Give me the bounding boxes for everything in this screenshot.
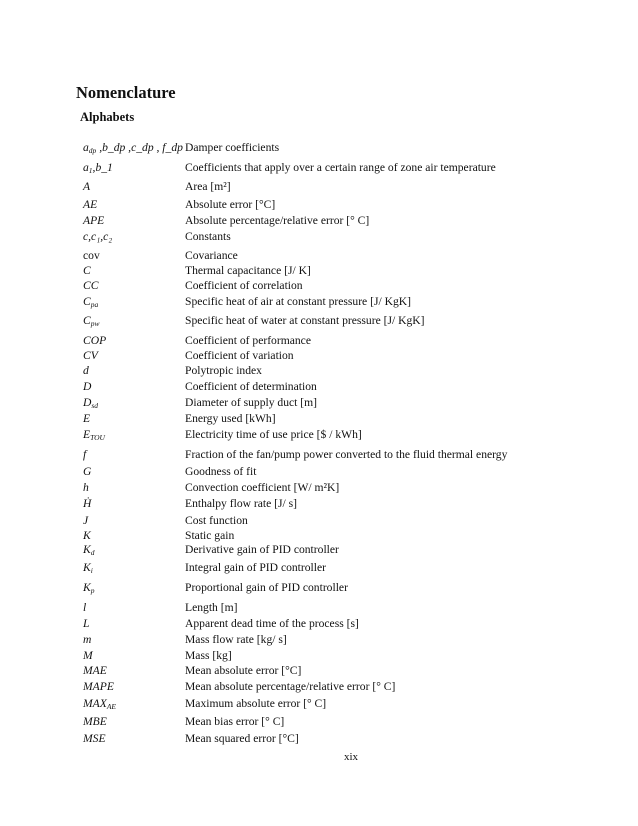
symbol-extra: ,b_1 [92, 161, 113, 174]
definition: Coefficients that apply over a certain range of zone air temperature [185, 161, 496, 174]
symbol-main: E [83, 412, 91, 425]
symbol-main: K [83, 529, 91, 542]
symbol [83, 349, 98, 362]
symbol [83, 715, 107, 728]
symbol-main: h [83, 481, 89, 494]
definition: Maximum absolute error [° C] [185, 697, 327, 710]
symbol [83, 314, 100, 328]
symbol-subscript: TOU [90, 433, 105, 442]
symbol [83, 664, 107, 677]
definition: Fraction of the fan/pump power converted to the fluid thermal energy [185, 448, 508, 461]
symbol-main: APE [83, 214, 105, 227]
symbol-main: G [83, 465, 92, 478]
symbol-main: cov [83, 249, 100, 262]
symbol-main: CV [83, 349, 98, 362]
definition: Derivative gain of PID controller [185, 543, 339, 556]
symbol-extra: ,b_dp ,c_dp , f_dp [96, 141, 183, 154]
symbol-main: f [83, 448, 87, 461]
definition: Absolute percentage/relative error [° C] [185, 214, 370, 227]
symbol-subscript: pw [90, 319, 100, 328]
definition: Mass [kg] [185, 649, 232, 662]
symbol [83, 732, 106, 745]
definition: Coefficient of correlation [185, 279, 303, 292]
definition: Apparent dead time of the process [s] [185, 617, 359, 630]
symbol-subscript: 1 [88, 166, 93, 175]
definition: Mean absolute error [°C] [185, 664, 302, 677]
definition: Energy used [kWh] [185, 412, 276, 425]
definition: Enthalpy flow rate [J/ s] [185, 497, 298, 510]
definition: Static gain [185, 529, 235, 542]
definition: Covariance [185, 249, 238, 262]
symbol [83, 161, 113, 175]
symbol [83, 396, 98, 410]
definition: Mean squared error [°C] [185, 732, 299, 745]
symbol-main: MAE [83, 664, 107, 677]
symbol [83, 497, 91, 510]
definition: Integral gain of PID controller [185, 561, 327, 574]
symbol [83, 180, 90, 193]
symbol-main: a [83, 161, 89, 174]
symbol [83, 264, 91, 277]
symbol [83, 617, 89, 630]
symbol-main: c,c₁,c₂ [83, 230, 113, 243]
definition: Electricity time of use price [$ / kWh] [185, 428, 362, 441]
symbol [83, 214, 104, 227]
symbol [83, 428, 105, 442]
definition: Proportional gain of PID controller [185, 581, 348, 594]
page-number: xix [343, 751, 359, 763]
definition: Polytropic index [185, 364, 262, 377]
definition: Constants [185, 230, 231, 243]
symbol-main: C [83, 264, 91, 277]
symbol [83, 412, 90, 425]
definition: Cost function [185, 514, 248, 527]
symbol [83, 465, 91, 478]
symbol-main: CC [83, 279, 99, 292]
symbol-main: E [83, 428, 91, 441]
definition: Coefficient of determination [185, 380, 317, 393]
symbol [83, 279, 98, 292]
symbol [83, 448, 86, 461]
symbol-subscript: sd [91, 401, 99, 410]
symbol-main: K [83, 543, 91, 556]
symbol [83, 633, 91, 646]
symbol [83, 561, 93, 575]
symbol-subscript: i [90, 566, 93, 575]
symbol [83, 529, 91, 542]
symbol-main: MAX [83, 697, 107, 710]
symbol [83, 141, 183, 155]
symbol-main: a [83, 141, 89, 154]
symbol-main: m [83, 633, 92, 646]
symbol [83, 364, 89, 377]
symbol-main: A [83, 180, 91, 193]
symbol [83, 198, 97, 211]
symbol-main: MAPE [83, 680, 114, 693]
symbol [83, 514, 88, 527]
definition: Area [m²] [185, 180, 231, 193]
definition: Specific heat of water at constant pressure [J/ KgK] [185, 314, 425, 327]
symbol-subscript: p [90, 586, 95, 595]
symbol [83, 380, 91, 393]
symbol-main: MSE [83, 732, 106, 745]
definition: Coefficient of performance [185, 334, 311, 347]
symbol-main: M [83, 649, 93, 662]
symbol-main: C [83, 295, 91, 308]
symbol-subscript: pa [90, 300, 99, 309]
symbol-subscript: AE [106, 702, 116, 711]
symbol-main: MBE [83, 715, 107, 728]
symbol-main: Ḣ [83, 497, 92, 510]
symbol [83, 543, 94, 557]
symbol [83, 230, 112, 243]
symbol [83, 249, 100, 262]
symbol [83, 697, 116, 711]
definition: Length [m] [185, 601, 238, 614]
symbol [83, 649, 93, 662]
symbol-main: l [83, 601, 87, 614]
subsection-title: Alphabets [80, 110, 135, 124]
definition: Damper coefficients [185, 141, 280, 154]
symbol-subscript: dp [88, 146, 97, 155]
symbol [83, 334, 106, 347]
symbol [83, 680, 114, 693]
symbol [83, 581, 94, 595]
definition: Diameter of supply duct [m] [185, 396, 318, 409]
symbol [83, 481, 89, 494]
symbol-main: K [83, 561, 91, 574]
definition: Mean bias error [° C] [185, 715, 285, 728]
symbol-main: K [83, 581, 91, 594]
section-title: Nomenclature [76, 83, 176, 102]
symbol-main: C [83, 314, 91, 327]
definition: Goodness of fit [185, 465, 257, 478]
definition: Specific heat of air at constant pressure [J/ KgK] [185, 295, 411, 308]
symbol-main: d [83, 364, 89, 377]
symbol [83, 295, 98, 309]
definition: Mass flow rate [kg/ s] [185, 633, 287, 646]
definition: Coefficient of variation [185, 349, 294, 362]
symbol-main: AE [83, 198, 98, 211]
symbol-main: D [83, 396, 92, 409]
symbol [83, 601, 86, 614]
definition: Convection coefficient [W/ m²K] [185, 481, 340, 494]
symbol-main: J [83, 514, 89, 527]
symbol-main: COP [83, 334, 107, 347]
symbol-main: L [83, 617, 90, 630]
symbol-main: D [83, 380, 92, 393]
symbol-subscript: d [90, 548, 95, 557]
definition: Absolute error [°C] [185, 198, 276, 211]
definition: Mean absolute percentage/relative error [° C] [185, 680, 396, 693]
definition: Thermal capacitance [J/ K] [185, 264, 311, 277]
